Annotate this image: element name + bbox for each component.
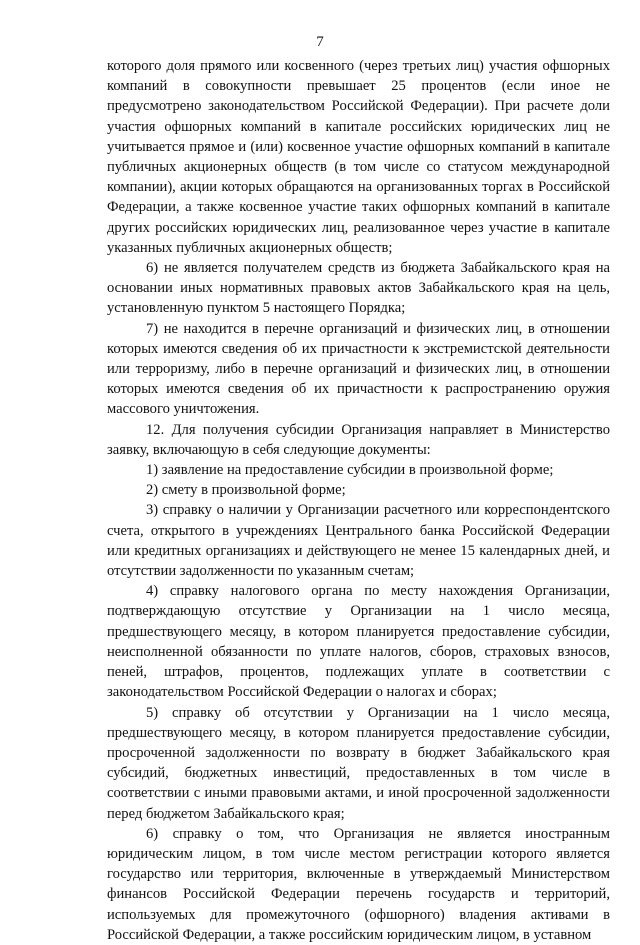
- document-body: [107, 56, 610, 945]
- page-number: 7: [316, 34, 324, 50]
- paragraph-doc-2-estimate: 2) смету в произвольной форме;: [146, 482, 346, 499]
- paragraph-doc-5-no-debt: 5) справку об отсутствии у Организации на 1 число месяца, предшествующего месяцу, в котором планируется предоставление субсидии, просроченной задолженности по возврату в бюджет Забайкальского края субсидий, бюджетных инвестиций, предоставленных в том числе в соответствии с иными правовыми актами, и иной просроченной задолженности перед бюджетом Забайкальского края;: [107, 704, 610, 822]
- paragraph-doc-4-tax-certificate: 4) справку налогового органа по месту нахождения Организации, подтверждающую отсутствие у Организации на 1 число месяца, предшествующего месяцу, в котором планируется предоставление субсидии, неисполненной обязанности по уплате налогов, сборов, страховых взносов, пеней, штрафов, процентов, подлежащих уплате в соответствии с законодательством Российской Федерации о налогах и сборах;: [107, 583, 610, 701]
- paragraph-doc-3-bank-account: 3) справку о наличии у Организации расчетного или корреспондентского счета, открытого в учреждениях Центрального банка Российской Федерации или кредитных организациях и действующего не менее 15 календарных дней, и отсутствии задолженности по указанным счетам;: [107, 502, 610, 580]
- paragraph-item-6-budget: 6) не является получателем средств из бюджета Забайкальского края на основании иных нормативных правовых актов Забайкальского края на цель, установленную пунктом 5 настоящего Порядка;: [107, 260, 610, 317]
- paragraph-doc-1-application: 1) заявление на предоставление субсидии в произвольной форме;: [146, 462, 554, 479]
- paragraph-offshore-continuation: которого доля прямого или косвенного (через третьих лиц) участия офшорных компаний в совокупности превышает 25 процентов (если иное не предусмотрено законодательством Российской Федерации). При расчете доли участия офшорных компаний в капитале российских юридических лиц не учитывается прямое и (или) косвенное участие офшорных компаний в капитале публичных акционерных обществ (в том числе со статусом международной компании), акции которых обращаются на организованных торгах в Российской Федерации, а также косвенное участие таких офшорных компаний в капитале других российских юридических лиц, реализованное через участие в капитале указанных публичных акционерных обществ;: [107, 58, 610, 256]
- paragraph-doc-6-not-foreign: 6) справку о том, что Организация не является иностранным юридическим лицом, в том числе местом регистрации которого является государство или территория, включенные в утверждаемый Министерством финансов Российской Федерации перечень государств и территорий, используемых для промежуточного (офшорного) владения активами в Российской Федерации, а также российским юридическим лицом, в уставном: [107, 825, 610, 943]
- paragraph-item-7-extremism-list: 7) не находится в перечне организаций и физических лиц, в отношении которых имеются сведения об их причастности к экстремистской деятельности или терроризму, либо в перечне организаций и физических лиц, в отношении которых имеются сведения об их причастности к распространению оружия массового уничтожения.: [107, 320, 610, 418]
- paragraph-clause-12: 12. Для получения субсидии Организация направляет в Министерство заявку, включающую в себя следующие документы:: [107, 421, 610, 458]
